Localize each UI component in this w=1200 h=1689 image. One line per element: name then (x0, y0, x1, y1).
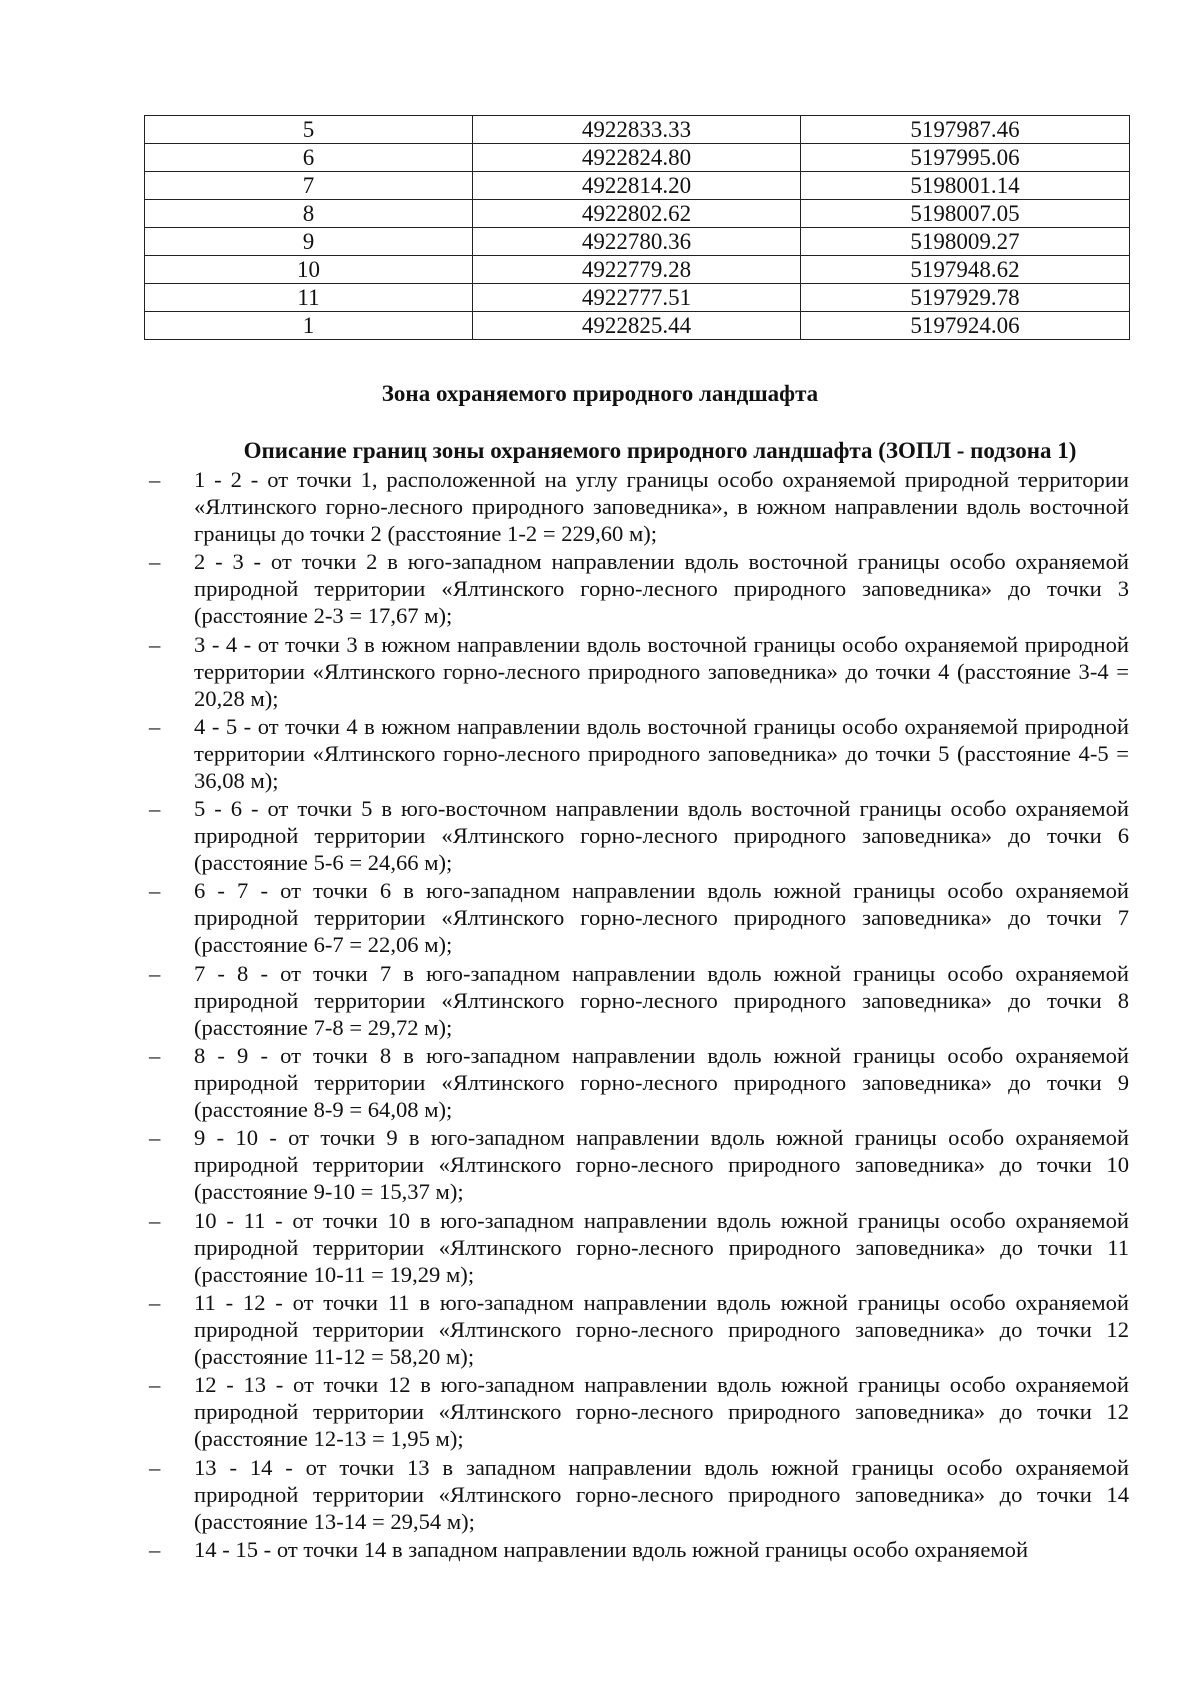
list-item (144, 1042, 1129, 1123)
dash-bullet: – (149, 549, 161, 575)
dash-bullet: – (149, 467, 161, 492)
x-coordinate-cell: 4922824.80 (473, 144, 801, 172)
dash-bullet: – (149, 1207, 161, 1233)
dash-bullet: – (149, 878, 161, 904)
dash-bullet: – (149, 1454, 161, 1480)
list-item (144, 795, 1129, 876)
y-coordinate-cell: 5197995.06 (801, 144, 1130, 172)
y-coordinate-cell: 5198007.05 (801, 200, 1130, 228)
list-item-text: 14 - 15 - от точки 14 в западном направлении вдоль южной границы особо охраняемой (194, 1536, 1029, 1562)
x-coordinate-cell: 4922802.62 (473, 200, 801, 228)
list-item-text: 10 - 11 - от точки 10 в юго-западном направлении вдоль южной границы особо охраняемой природной территории «Ялтинского горно-лесного природного заповедника» до точки 11 (расстояние 10-11 = 19,29 м); (194, 1207, 1129, 1287)
list-item (144, 713, 1129, 794)
point-number-cell: 9 (145, 228, 473, 256)
table-row (145, 144, 1130, 172)
list-item-text: 12 - 13 - от точки 12 в юго-западном направлении вдоль южной границы особо охраняемой природной территории «Ялтинского горно-лесного природного заповедника» до точки 12 (расстояние 12-13 = 1,95 м); (194, 1372, 1129, 1452)
x-coordinate-cell: 4922779.28 (473, 256, 801, 284)
list-item-text: 5 - 6 - от точки 5 в юго-восточном направлении вдоль восточной границы особо охраняемой природной территории «Ялтинского горно-лесного природного заповедника» до точки 6 (расстояние 5-6 = 24,66 м); (194, 796, 1129, 876)
list-item (144, 1371, 1129, 1452)
boundary-description-list (144, 466, 1129, 1564)
table-row (145, 116, 1130, 144)
table-row (145, 284, 1130, 312)
list-item (144, 1289, 1129, 1370)
x-coordinate-cell: 4922814.20 (473, 172, 801, 200)
list-item (144, 1124, 1129, 1205)
y-coordinate-cell: 5197929.78 (801, 284, 1130, 312)
dash-bullet: – (149, 1372, 161, 1398)
x-coordinate-cell: 4922833.33 (473, 116, 801, 144)
x-coordinate-cell: 4922780.36 (473, 228, 801, 256)
x-coordinate-cell: 4922825.44 (473, 312, 801, 340)
list-item-text: 4 - 5 - от точки 4 в южном направлении вдоль восточной границы особо охраняемой природной территории «Ялтинского горно-лесного природного заповедника» до точки 5 (расстояние 4-5 = 36,08 м); (194, 713, 1129, 793)
point-number-cell: 6 (145, 144, 473, 172)
list-item-text: 1 - 2 - от точки 1, расположенной на углу границы особо охраняемой природной территории «Ялтинского горно-лесного природного заповедника», в южном направлении вдоль восточной границы до точки 2 (расстояние 1-2 = 229,60 м); (194, 467, 1129, 546)
point-number-cell: 1 (145, 312, 473, 340)
list-item-text: 11 - 12 - от точки 11 в юго-западном направлении вдоль южной границы особо охраняемой природной территории «Ялтинского горно-лесного природного заповедника» до точки 12 (расстояние 11-12 = 58,20 м); (194, 1289, 1129, 1369)
list-item (144, 548, 1129, 629)
table-row (145, 256, 1130, 284)
dash-bullet: – (149, 1536, 161, 1562)
dash-bullet: – (149, 960, 161, 986)
list-item-text: 6 - 7 - от точки 6 в юго-западном направлении вдоль южной границы особо охраняемой природной территории «Ялтинского горно-лесного природного заповедника» до точки 7 (расстояние 6-7 = 22,06 м); (194, 878, 1129, 958)
dash-bullet: – (149, 1043, 161, 1069)
point-number-cell: 5 (145, 116, 473, 144)
y-coordinate-cell: 5197948.62 (801, 256, 1130, 284)
list-item (144, 1207, 1129, 1288)
list-item (144, 1454, 1129, 1535)
point-number-cell: 10 (145, 256, 473, 284)
list-item (144, 877, 1129, 958)
list-item-text: 7 - 8 - от точки 7 в юго-западном направлении вдоль южной границы особо охраняемой природной территории «Ялтинского горно-лесного природного заповедника» до точки 8 (расстояние 7-8 = 29,72 м); (194, 960, 1129, 1040)
dash-bullet: – (149, 631, 161, 657)
list-item (144, 631, 1129, 712)
x-coordinate-cell: 4922777.51 (473, 284, 801, 312)
dash-bullet: – (149, 713, 161, 739)
dash-bullet: – (149, 1125, 161, 1151)
point-number-cell: 7 (145, 172, 473, 200)
point-number-cell: 11 (145, 284, 473, 312)
y-coordinate-cell: 5198001.14 (801, 172, 1130, 200)
table-row (145, 200, 1130, 228)
list-item-text: 8 - 9 - от точки 8 в юго-западном направлении вдоль южной границы особо охраняемой природной территории «Ялтинского горно-лесного природного заповедника» до точки 9 (расстояние 8-9 = 64,08 м); (194, 1043, 1129, 1123)
table-row (145, 228, 1130, 256)
list-item (144, 1536, 1129, 1563)
list-item-text: 13 - 14 - от точки 13 в западном направлении вдоль южной границы особо охраняемой природной территории «Ялтинского горно-лесного природного заповедника» до точки 14 (расстояние 13-14 = 29,54 м); (194, 1454, 1129, 1534)
dash-bullet: – (149, 1289, 161, 1315)
zone-title: Зона охраняемого природного ландшафта (381, 381, 819, 406)
list-item-text: 2 - 3 - от точки 2 в юго-западном направлении вдоль восточной границы особо охраняемой природной территории «Ялтинского горно-лесного природного заповедника» до точки 3 (расстояние 2-3 = 17,67 м); (194, 549, 1129, 629)
y-coordinate-cell: 5198009.27 (801, 228, 1130, 256)
point-number-cell: 8 (145, 200, 473, 228)
y-coordinate-cell: 5197987.46 (801, 116, 1130, 144)
description-title: Описание границ зоны охраняемого природного ландшафта (ЗОПЛ - подзона 1) (243, 438, 1077, 463)
table-row (145, 172, 1130, 200)
dash-bullet: – (149, 796, 161, 822)
table-row (145, 312, 1130, 340)
list-item (144, 466, 1129, 547)
y-coordinate-cell: 5197924.06 (801, 312, 1130, 340)
coordinates-table (144, 115, 1130, 340)
list-item (144, 960, 1129, 1041)
list-item-text: 3 - 4 - от точки 3 в южном направлении вдоль восточной границы особо охраняемой природной территории «Ялтинского горно-лесного природного заповедника» до точки 4 (расстояние 3-4 = 20,28 м); (194, 631, 1129, 711)
list-item-text: 9 - 10 - от точки 9 в юго-западном направлении вдоль южной границы особо охраняемой природной территории «Ялтинского горно-лесного природного заповедника» до точки 10 (расстояние 9-10 = 15,37 м); (194, 1125, 1129, 1205)
